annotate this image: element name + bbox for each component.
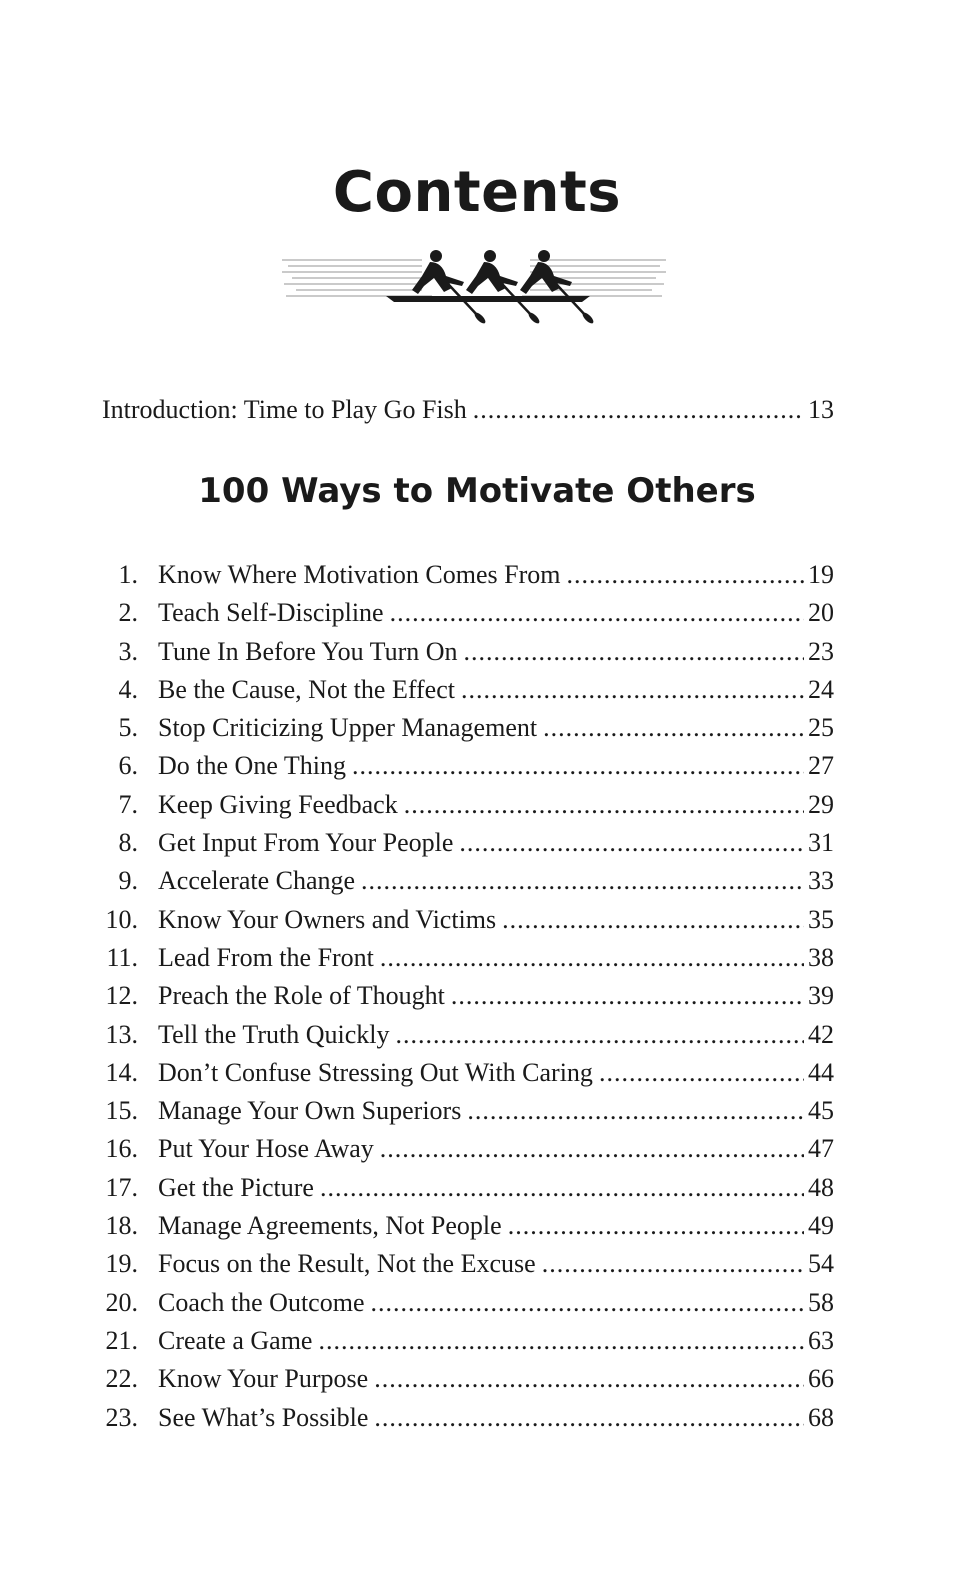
toc-entry-number: 22.: [105, 1364, 138, 1394]
rowing-crew-icon: [282, 246, 666, 326]
dot-leader: [599, 1056, 804, 1090]
dot-leader: [320, 1171, 804, 1205]
toc-entry-number: 13.: [105, 1019, 138, 1049]
dot-leader: [451, 979, 804, 1013]
dot-leader: [374, 1401, 804, 1435]
toc-entry[interactable]: [102, 1209, 834, 1247]
toc-entry-label: Manage Agreements, Not People: [158, 1211, 502, 1241]
toc-entry-label: Stop Criticizing Upper Management: [158, 713, 538, 743]
toc-entry-number: 1.: [118, 560, 138, 589]
dot-leader: [380, 1132, 804, 1166]
toc-entry-page: 42: [808, 1019, 834, 1049]
toc-entry-number: 18.: [105, 1211, 138, 1241]
toc-entry-page: 45: [808, 1096, 834, 1126]
toc-entry-number: 12.: [105, 981, 138, 1011]
page-title: Contents: [332, 160, 622, 225]
toc-entry-page: 38: [808, 942, 834, 972]
toc-entry-label: Be the Cause, Not the Effect: [158, 674, 455, 704]
toc-entry-label: Know Your Purpose: [158, 1364, 369, 1394]
toc-entry-number: 7.: [118, 789, 138, 819]
toc-entry-number: 14.: [105, 1057, 138, 1087]
toc-entry-label: Don’t Confuse Stressing Out With Caring: [158, 1057, 593, 1087]
dot-leader: [464, 635, 804, 669]
toc-entry-label: Do the One Thing: [158, 751, 346, 781]
toc-entry-label: Create a Game: [158, 1325, 313, 1355]
dot-leader: [404, 788, 804, 822]
toc-entry-number: 20.: [105, 1287, 138, 1317]
toc-entry-page: 25: [808, 713, 834, 743]
toc-entry-number: 11.: [106, 942, 138, 972]
toc-entry-label: Accelerate Change: [158, 866, 356, 896]
dot-leader: [371, 1286, 805, 1320]
toc-entry[interactable]: [102, 1286, 834, 1324]
toc-entry-page: 48: [808, 1172, 834, 1202]
toc-entry-page: 39: [808, 981, 834, 1011]
toc-entry[interactable]: [102, 1056, 834, 1094]
toc-entry-page: 58: [808, 1287, 834, 1317]
dot-leader: [467, 1094, 804, 1128]
dot-leader: [508, 1209, 804, 1243]
toc-entry[interactable]: [102, 1132, 834, 1170]
toc-entry-number: 21.: [105, 1325, 138, 1355]
toc-entry-number: 17.: [105, 1172, 138, 1202]
toc-entry-label: See What’s Possible: [158, 1402, 369, 1432]
toc-list: [102, 558, 834, 1439]
toc-entry-introduction[interactable]: [102, 393, 834, 427]
dot-leader: [566, 558, 804, 592]
section-heading: 100 Ways to Motivate Others: [198, 471, 756, 511]
toc-entry-number: 5.: [118, 713, 138, 743]
toc-entry[interactable]: [102, 1094, 834, 1132]
dot-leader: [361, 864, 804, 898]
dot-leader: [473, 393, 804, 427]
toc-entry[interactable]: [102, 673, 834, 711]
toc-entry[interactable]: [102, 941, 834, 979]
toc-entry-page: 47: [808, 1134, 834, 1164]
dot-leader: [390, 596, 804, 630]
toc-entry-label: Get Input From Your People: [158, 828, 454, 858]
dot-leader: [374, 1362, 804, 1396]
toc-entry-page: 29: [808, 789, 834, 819]
toc-entry-page: 33: [808, 866, 834, 896]
toc-entry[interactable]: [102, 788, 834, 826]
toc-entry-page: 63: [808, 1325, 834, 1355]
toc-entry-number: 6.: [118, 751, 138, 781]
toc-entry-label: Put Your Hose Away: [158, 1134, 374, 1164]
toc-entry-number: 9.: [118, 866, 138, 896]
toc-entry-page: 49: [808, 1211, 834, 1241]
toc-entry-page: 13: [808, 395, 834, 424]
toc-entry[interactable]: [102, 1324, 834, 1362]
toc-entry-number: 3.: [118, 636, 138, 666]
toc-entry-label: Focus on the Result, Not the Excuse: [158, 1249, 536, 1279]
dot-leader: [461, 673, 804, 707]
toc-entry[interactable]: [102, 749, 834, 787]
toc-entry[interactable]: [102, 635, 834, 673]
toc-entry[interactable]: [102, 596, 834, 634]
toc-entry-page: 44: [808, 1057, 834, 1087]
toc-entry-page: 20: [808, 598, 834, 628]
toc-entry-number: 15.: [105, 1096, 138, 1126]
toc-entry[interactable]: [102, 903, 834, 941]
toc-entry-page: 66: [808, 1364, 834, 1394]
toc-entry[interactable]: [102, 979, 834, 1017]
toc-entry-label: Tell the Truth Quickly: [158, 1019, 390, 1049]
toc-entry-label: Get the Picture: [158, 1172, 314, 1202]
dot-leader: [318, 1324, 804, 1358]
toc-entry-label: Lead From the Front: [158, 942, 374, 972]
dot-leader: [543, 711, 804, 745]
toc-entry[interactable]: [102, 711, 834, 749]
toc-entry-page: 35: [808, 904, 834, 934]
dot-leader: [459, 826, 804, 860]
toc-entry-number: 19.: [105, 1249, 138, 1279]
toc-entry[interactable]: [102, 864, 834, 902]
dot-leader: [380, 941, 804, 975]
toc-entry[interactable]: [102, 826, 834, 864]
toc-entry-label: Know Your Owners and Victims: [158, 904, 497, 934]
toc-entry-number: 23.: [105, 1402, 138, 1432]
dot-leader: [542, 1247, 804, 1281]
toc-entry-page: 27: [808, 751, 834, 781]
toc-entry-page: 54: [808, 1249, 834, 1279]
toc-entry-label: Introduction: Time to Play Go Fish: [102, 395, 467, 424]
toc-entry[interactable]: [102, 1362, 834, 1400]
toc-entry[interactable]: [102, 1018, 834, 1056]
toc-entry-label: Tune In Before You Turn On: [158, 636, 458, 666]
toc-entry-number: 8.: [118, 828, 138, 858]
toc-entry-label: Teach Self-Discipline: [158, 598, 384, 628]
toc-entry-number: 4.: [118, 674, 138, 704]
toc-entry-page: 23: [808, 636, 834, 666]
toc-entry-label: Keep Giving Feedback: [158, 789, 398, 819]
toc-entry-label: Know Where Motivation Comes From: [158, 560, 561, 589]
toc-entry-label: Preach the Role of Thought: [158, 981, 445, 1011]
toc-entry-page: 24: [808, 674, 834, 704]
toc-entry-label: Coach the Outcome: [158, 1287, 365, 1317]
dot-leader: [502, 903, 804, 937]
toc-entry-number: 16.: [105, 1134, 138, 1164]
toc-entry-page: 19: [808, 560, 834, 589]
toc-entry[interactable]: [102, 558, 834, 596]
dot-leader: [395, 1018, 804, 1052]
toc-entry[interactable]: [102, 1247, 834, 1285]
toc-entry-page: 68: [808, 1402, 834, 1432]
toc-entry[interactable]: [102, 1171, 834, 1209]
toc-entry-page: 31: [808, 828, 834, 858]
toc-entry[interactable]: [102, 1401, 834, 1439]
toc-entry-label: Manage Your Own Superiors: [158, 1096, 462, 1126]
dot-leader: [352, 749, 804, 783]
toc-entry-number: 10.: [105, 904, 138, 934]
toc-entry-number: 2.: [118, 598, 138, 628]
